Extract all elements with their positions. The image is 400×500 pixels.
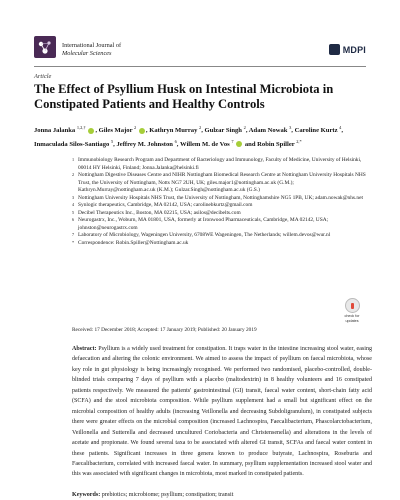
author-name: Willem M. de Vos — [179, 140, 230, 148]
affiliation-marker: 7 — [72, 232, 75, 237]
affiliation-item — [72, 210, 372, 218]
keywords — [72, 490, 372, 500]
author-affiliation-marker: 2 — [199, 125, 202, 130]
author-affiliation-marker: 6 — [174, 138, 177, 144]
author-name: Caroline Kurtz — [294, 127, 338, 135]
affiliation-text: Correspondence: Robin.Spiller@Nottingham.ac.uk — [78, 239, 189, 246]
article-type: Article — [34, 73, 52, 80]
author[interactable] — [149, 127, 201, 134]
author-name: Gulzar Singh — [204, 127, 242, 135]
affiliation-marker: * — [72, 239, 75, 245]
orcid-icon[interactable] — [88, 128, 94, 134]
orcid-icon[interactable] — [236, 141, 242, 147]
affiliation-marker: 6 — [72, 217, 75, 222]
affiliation-item — [72, 202, 372, 210]
affiliation-marker: 5 — [72, 209, 75, 215]
check-for-updates-button[interactable] — [341, 298, 363, 324]
author[interactable] — [179, 138, 243, 148]
affiliation-text: Decibel Therapeutics Inc., Boston, MA 02215, USA; asilos@decibelts.com — [78, 209, 241, 216]
author-affiliation-marker: 5 — [110, 138, 114, 144]
author-affiliation-marker: 2 — [243, 125, 246, 130]
author[interactable] — [249, 127, 292, 134]
abstract-text: Psyllium is a widely used treatment for constipation. It traps water in the intestine increasing stool water, easing defaecation and altering the colonic environment. We aimed to assess the impact of psyllium on faecal microbiota, whose key role in gut physiology is being increasingly recognised. We performed two randomised, placebo-controlled, double-blinded trials comparing 7 days of psyllium with a placebo (maltodextrin) in 8 healthy volunteers and 16 constipated patients respectively. We measured the patients' gastrointestinal (GI) transit, faecal water content, short-chain fatty acid (SCFA) and the stool microbiota composition. While psyllium supplement had a small but significant effect on the microbial composition of healthy adults (increasing Veillonella and decreasing Subdoligranulum), in constipated subjects there were greater effects on the microbial composition (increased Lachnospira, Faecalibacterium, Phascolarctobacterium, Veillonella and Sutterella and decreased uncultured Coriobacteria and Christensenella) and alterations in the levels of acetate and propionate. We found several taxa to be associated with altered GI transit, SCFAs and faecal water content in these patients. Significant increases in three genera known to produce butyrate, Lachnospira, Roseburia and Faecalibacterium, correlated with increased faecal water. In summary, psyllium supplementation increased stool water and this was associated with significant changes in microbiota, most marked in constipated patients. — [72, 346, 372, 478]
author-affiliation-marker: 2 — [134, 125, 137, 130]
affiliation-item — [72, 232, 372, 240]
author-affiliation-marker: 7 — [231, 138, 234, 144]
journal-name-line2: Molecular Sciences — [62, 49, 112, 57]
check-for-updates-line2: updates — [345, 319, 359, 324]
author-affiliation-marker: 2,* — [296, 138, 302, 144]
journal-name — [62, 42, 121, 57]
affiliation-marker: 4 — [72, 202, 75, 207]
author-name: Robin Spiller — [257, 140, 295, 148]
author[interactable] — [34, 127, 95, 134]
keywords-text: prebiotics; microbiome; psyllium; constipation; transit — [101, 492, 234, 498]
mdpi-logo[interactable] — [329, 44, 366, 55]
affiliation-text: Laboratory of Microbiology, Wageningen University, 6708WE Wageningen, The Netherlands; willem.devos@wur.nl — [78, 232, 331, 238]
author[interactable] — [99, 127, 146, 134]
affiliation-marker: 3 — [72, 194, 75, 200]
affiliation-text: Synlogic therapeutics, Cambridge, MA 02142, USA; carolinebkurtz@gmail.com — [78, 202, 253, 208]
author[interactable] — [34, 138, 114, 148]
publication-dates: Received: 17 December 2018; Accepted: 17 January 2019; Published: 20 January 2019 — [72, 327, 257, 333]
mdpi-logo-icon — [329, 44, 340, 55]
publisher-name: MDPI — [342, 44, 366, 55]
author-affiliation-marker: 1,2,† — [76, 125, 86, 130]
author[interactable] — [257, 138, 302, 148]
article-title: The Effect of Psyllium Husk on Intestinal Microbiota in Constipated Patients and Healthy Controls — [34, 82, 334, 111]
affiliation-item — [72, 157, 372, 172]
affiliation-text: Neurogastrx, Inc., Woburn, MA 01801, USA, formerly at Ironwood Pharmaceuticals, Cambridge, MA 02142, USA; johnston@neurogastrx.com — [78, 217, 329, 231]
affiliation-text: Nottingham University Hospitals NHS Trust, the University of Nottingham, Nottinghamshire NG5 1PB, UK; adam.nowak@nhs.net — [78, 194, 363, 201]
affiliation-item — [72, 172, 372, 195]
affiliation-text: Nottingham Digestive Diseases Centre and NIHR Nottingham Biomedical Research Centre at Nottingham University Hospitals NHS Trust, the University of Nottingham, Notts NG7 2UH, UK; giles.major1@nottingham.ac.uk (G.M.); Kathryn.Murray@nottingham.ac.uk (K.M.); Gulzar.Singh@nottingham.ac.uk (G.S.) — [78, 172, 366, 193]
author-name: Jonna Jalanka — [34, 127, 76, 135]
author-name: Giles Major — [98, 127, 133, 135]
author-affiliation-marker: 4 — [339, 125, 342, 130]
author[interactable] — [116, 138, 177, 148]
affiliation-marker: 2 — [72, 172, 75, 177]
orcid-icon[interactable] — [139, 128, 145, 134]
author-name: Adam Nowak — [248, 127, 288, 135]
affiliation-item — [72, 195, 372, 203]
author-name: Jeffrey M. Johnston — [116, 140, 173, 148]
journal-name-line1: International Journal of — [62, 42, 122, 49]
author-name: Inmaculada Silos-Santiago — [34, 140, 110, 148]
affiliation-item — [72, 240, 372, 248]
abstract — [72, 344, 372, 480]
keywords-label: Keywords: — [72, 492, 101, 498]
ijms-logo-icon — [34, 36, 56, 58]
author-name: Kathryn Murray — [149, 127, 198, 135]
affiliation-list — [72, 157, 372, 247]
abstract-label: Abstract: — [72, 346, 97, 352]
author[interactable] — [205, 127, 246, 134]
affiliation-marker: 1 — [72, 157, 75, 162]
author[interactable] — [295, 127, 342, 134]
affiliation-item — [72, 217, 372, 232]
author-affiliation-marker: 3 — [289, 125, 292, 130]
affiliation-text: Immunobiology Research Program and Department of Bacteriology and Immunology, Faculty of Medicine, University of Helsinki, 00014 HY Helsinki, Finland; Jonna.Jalanka@helsinki.fi — [78, 157, 362, 171]
author-list: Jonna Jalanka $^{1,2,\dagger}$ , Giles Major $^2$ , Kathryn Murray $^2$, Gulzar Singh $^2$, Adam Nowak $^3$, Caroline Kurtz $^4$, Inmaculada Silos-Santiago $^5$, Jeffrey M. Johnston $^6$, Willem M. de Vos $^7$ and Robin Spiller $^{2,*}$ — [34, 125, 344, 148]
check-for-updates-line1: check for — [344, 314, 360, 318]
check-for-updates-icon — [345, 298, 360, 313]
header-divider — [34, 66, 366, 67]
